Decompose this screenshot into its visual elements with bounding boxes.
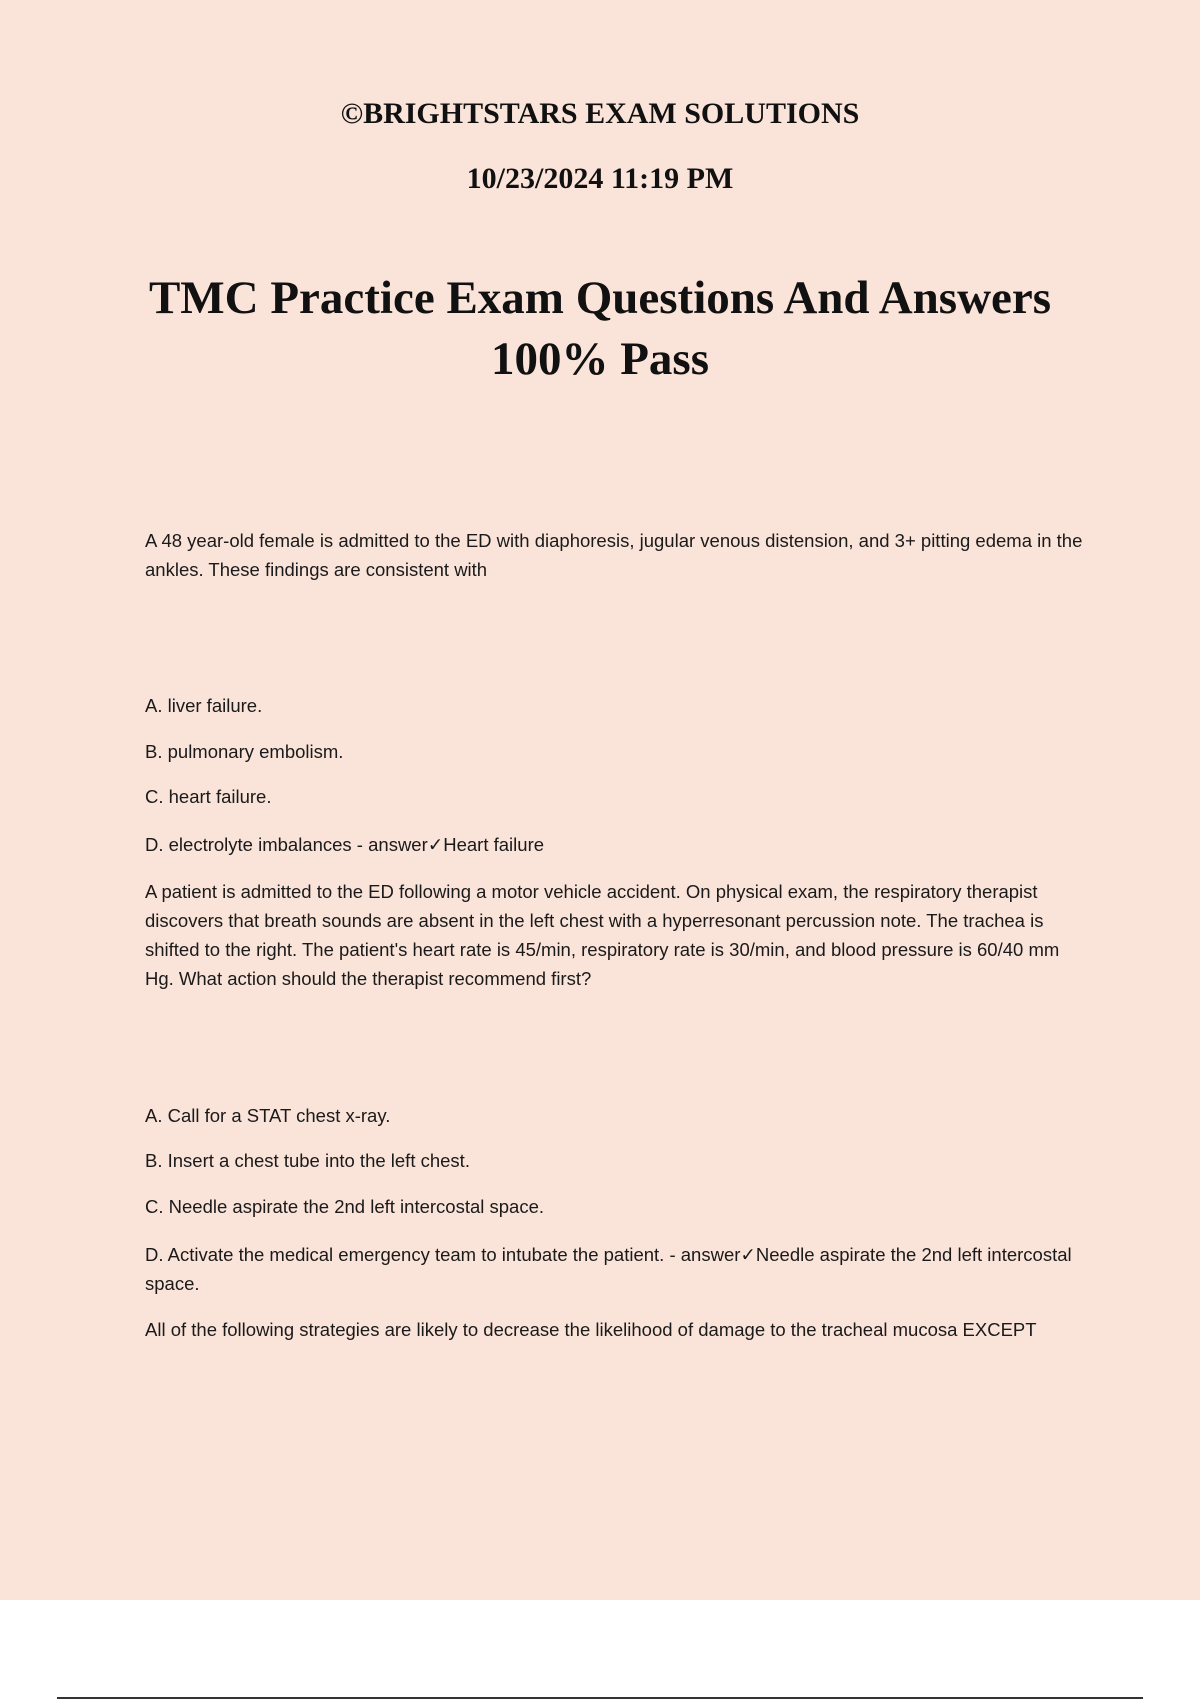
timestamp: 10/23/2024 11:19 PM bbox=[466, 162, 734, 195]
document-title: TMC Practice Exam Questions And Answers 100% Pass bbox=[148, 272, 1052, 385]
question-1-option-a: A. liver failure. bbox=[145, 695, 263, 716]
question-1-option-b: B. pulmonary embolism. bbox=[145, 741, 344, 762]
question-2-option-c: C. Needle aspirate the 2nd left intercostal space. bbox=[145, 1196, 545, 1217]
question-1-option-d: D. electrolyte imbalances - answer✓Heart failure bbox=[145, 834, 545, 855]
question-2-option-b: B. Insert a chest tube into the left chest. bbox=[145, 1150, 470, 1171]
footer-divider bbox=[57, 1697, 1143, 1699]
question-1-option-c: C. heart failure. bbox=[145, 786, 272, 807]
brand-header: ©BRIGHTSTARS EXAM SOLUTIONS bbox=[340, 97, 860, 130]
question-3-stem: All of the following strategies are likely to decrease the likelihood of damage to the tracheal mucosa EXCEPT bbox=[145, 1319, 1037, 1340]
question-2-option-a: A. Call for a STAT chest x-ray. bbox=[145, 1105, 391, 1126]
question-1-stem: A 48 year-old female is admitted to the ED with diaphoresis, jugular venous distension, and 3+ pitting edema in the ankles. These findings are consistent with bbox=[145, 530, 1083, 580]
question-2-stem: A patient is admitted to the ED following a motor vehicle accident. On physical exam, the respiratory therapist discovers that breath sounds are absent in the left chest with a hyperresonant percussion note. The trachea is shifted to the right. The patient's heart rate is 45/min, respiratory rate is 30/min, and blood pressure is 60/40 mm Hg. What action should the therapist recommend first? bbox=[145, 881, 1060, 989]
question-2-option-d: D. Activate the medical emergency team to intubate the patient. - answer✓Needle aspirate the 2nd left intercostal space. bbox=[145, 1244, 1072, 1294]
